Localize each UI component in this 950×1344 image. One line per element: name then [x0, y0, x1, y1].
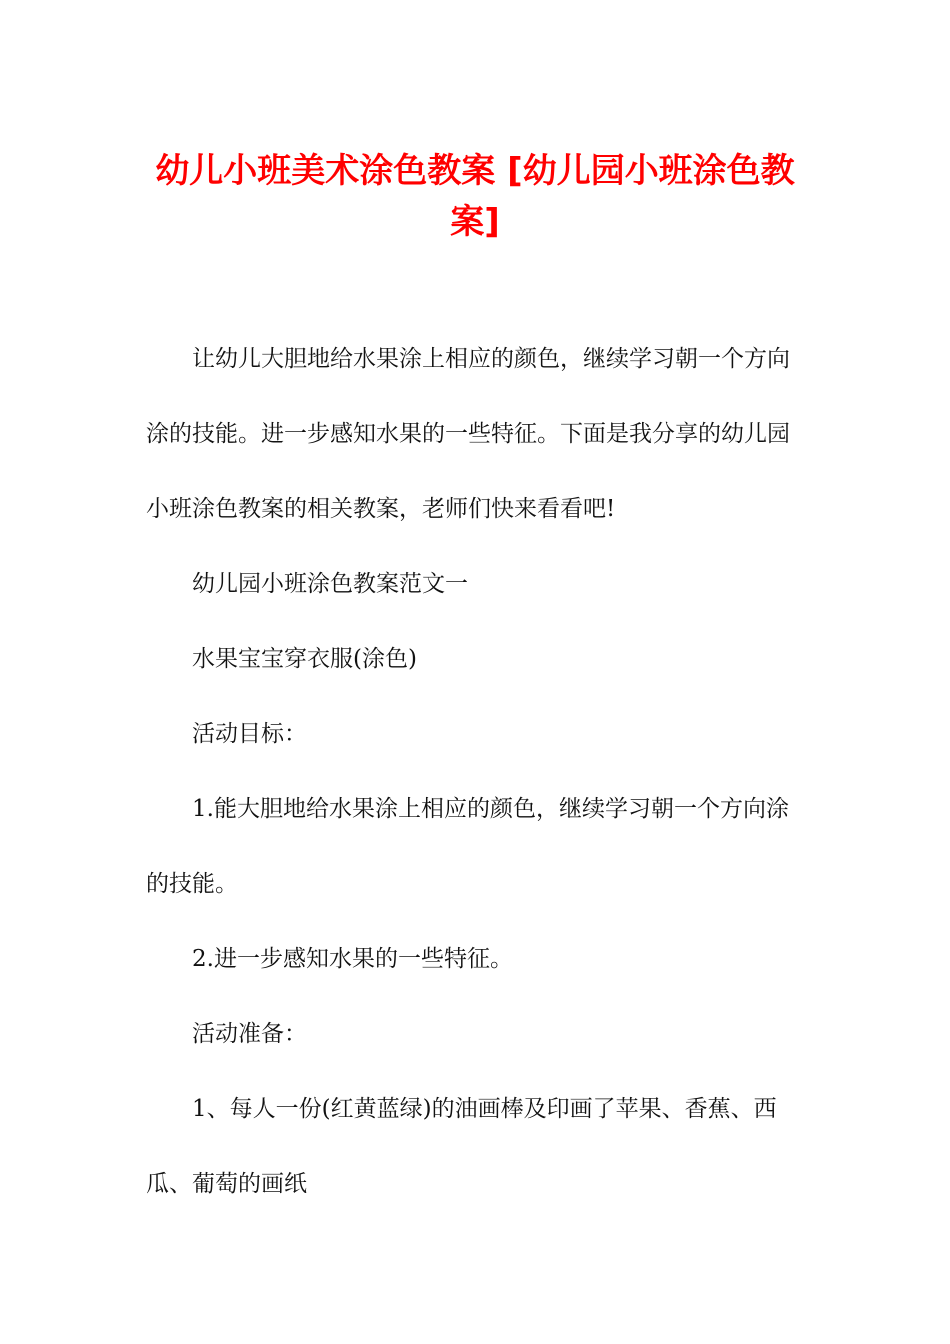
intro-paragraph: 让幼儿大胆地给水果涂上相应的颜色，继续学习朝一个方向涂的技能。进一步感知水果的一些特征。下面是我分享的幼儿园小班涂色教案的相关教案，老师们快来看看吧!	[146, 346, 790, 522]
document-body	[146, 322, 806, 1222]
sample-heading: 幼儿园小班涂色教案范文一	[192, 571, 468, 597]
goal-item-1: 1.能大胆地给水果涂上相应的颜色，继续学习朝一个方向涂的技能。	[146, 796, 789, 897]
section-heading-goals: 活动目标：	[192, 721, 307, 747]
section-heading-preparation: 活动准备：	[192, 1021, 307, 1047]
lesson-title: 水果宝宝穿衣服(涂色)	[192, 646, 417, 672]
preparation-item-1: 1、每人一份(红黄蓝绿)的油画棒及印画了苹果、香蕉、西瓜、葡萄的画纸	[146, 1096, 777, 1197]
document-title: 幼儿小班美术涂色教案 [幼儿园小班涂色教案]	[155, 151, 795, 242]
goal-item-2: 2.进一步感知水果的一些特征。	[192, 946, 513, 972]
